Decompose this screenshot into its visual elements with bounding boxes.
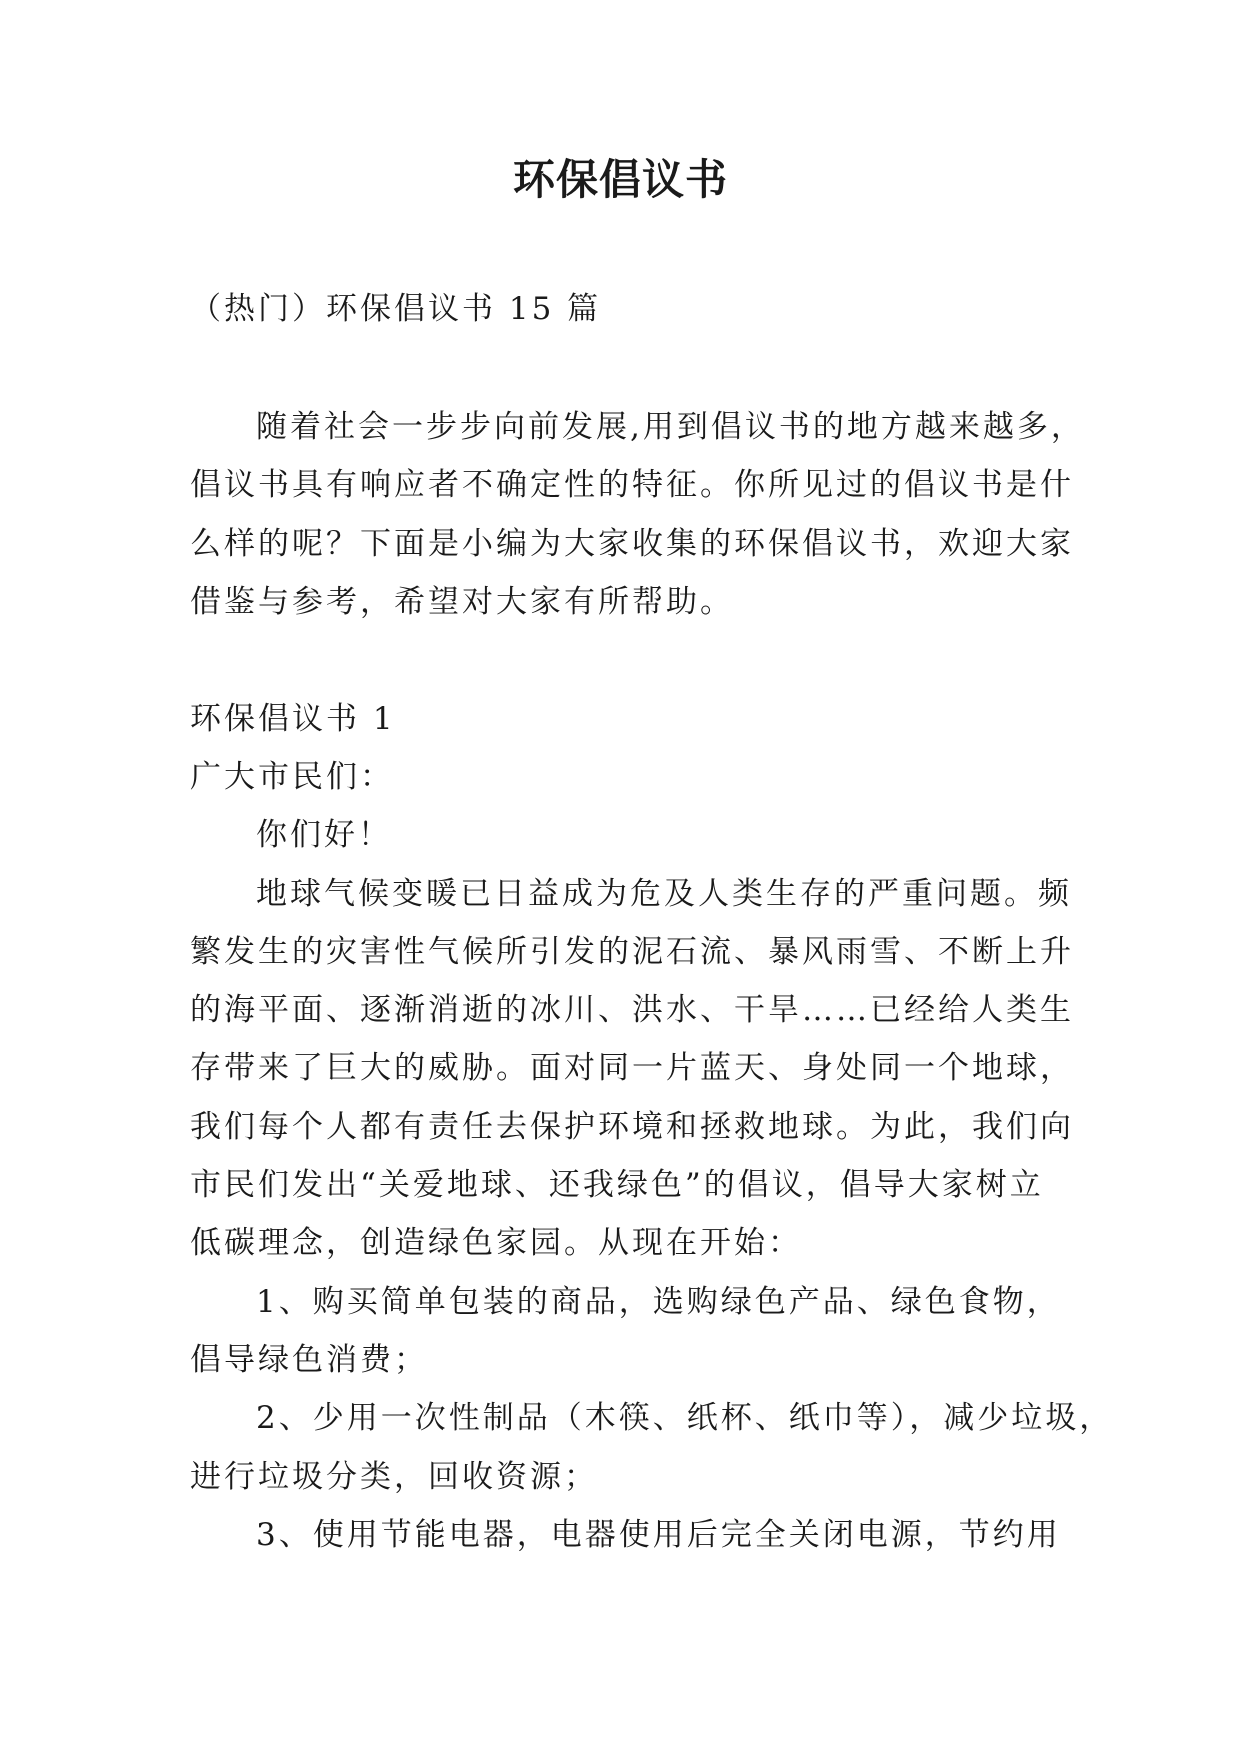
body-line: 我们每个人都有责任去保护环境和拯救地球。为此，我们向 <box>190 1109 1074 1145</box>
section-heading: 环保倡议书 1 <box>190 701 396 737</box>
body-line: 地球气候变暖已日益成为危及人类生存的严重问题。频 <box>256 876 1072 912</box>
intro-line: 随着社会一步步向前发展,用到倡议书的地方越来越多， <box>256 409 1085 445</box>
list-item: 3、使用节能电器，电器使用后完全关闭电源，节约用 <box>256 1517 1061 1553</box>
list-item: 倡导绿色消费； <box>190 1342 428 1378</box>
list-item: 2、少用一次性制品（木筷、纸杯、纸巾等），减少垃圾， <box>256 1400 1114 1436</box>
salutation: 广大市民们： <box>190 759 394 795</box>
greeting: 你们好！ <box>256 817 392 853</box>
body-line: 的海平面、逐渐消逝的冰川、洪水、干旱……已经给人类生 <box>190 992 1074 1028</box>
body-line: 低碳理念，创造绿色家园。从现在开始： <box>190 1225 802 1261</box>
intro-line: 么样的呢？下面是小编为大家收集的环保倡议书，欢迎大家 <box>190 526 1074 562</box>
intro-line: 借鉴与参考，希望对大家有所帮助。 <box>190 584 734 620</box>
list-item: 1、购买简单包装的商品，选购绿色产品、绿色食物， <box>256 1284 1061 1320</box>
body-line: 存带来了巨大的威胁。面对同一片蓝天、身处同一个地球， <box>190 1050 1074 1086</box>
intro-line: 倡议书具有响应者不确定性的特征。你所见过的倡议书是什 <box>190 467 1074 503</box>
body-line: 繁发生的灾害性气候所引发的泥石流、暴风雨雪、不断上升 <box>190 934 1074 970</box>
body-line: 市民们发出“关爱地球、还我绿色”的倡议，倡导大家树立 <box>190 1167 1044 1203</box>
list-item: 进行垃圾分类，回收资源； <box>190 1459 598 1495</box>
document-subtitle: （热门）环保倡议书 15 篇 <box>190 291 602 327</box>
document-title: 环保倡议书 <box>512 155 728 204</box>
